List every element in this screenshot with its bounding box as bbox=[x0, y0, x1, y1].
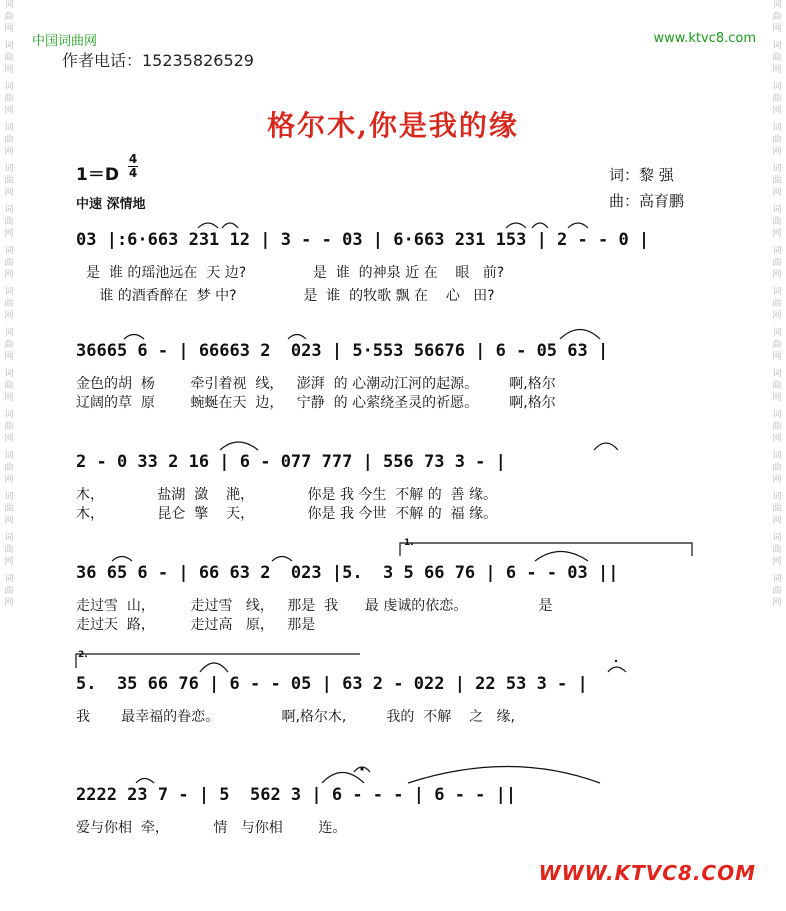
watermark-char: 曲 bbox=[772, 463, 782, 473]
slur bbox=[408, 767, 600, 784]
score-line-3-notes: 2 - 0 33 2 16 | 6 - 077 777 | 556 73 3 - | bbox=[76, 452, 506, 472]
watermark-char: 网 bbox=[4, 311, 14, 321]
watermark-char: 网 bbox=[772, 475, 782, 485]
lyricist: 词：黎 强 bbox=[609, 166, 674, 184]
watermark-char: 词 bbox=[772, 328, 782, 338]
footer-site-logo[interactable]: WWW.KTVC8.COM bbox=[538, 861, 756, 885]
watermark-char: 网 bbox=[4, 270, 14, 280]
score-line-4-lyric-1: 走过雪 山， 走过雪 线， 那是 我 最 虔诚的依恋。 是 bbox=[76, 598, 553, 614]
watermark-char: 网 bbox=[4, 598, 14, 608]
watermark-char: 词 bbox=[4, 164, 14, 174]
slur bbox=[136, 779, 154, 784]
watermark-char: 曲 bbox=[4, 176, 14, 186]
watermark-char: 词 bbox=[772, 574, 782, 584]
slur bbox=[506, 223, 526, 228]
watermark-char: 网 bbox=[772, 311, 782, 321]
slur bbox=[124, 335, 144, 340]
watermark-char: 网 bbox=[4, 106, 14, 116]
watermark-char: 词 bbox=[4, 123, 14, 133]
watermark-char: 网 bbox=[4, 475, 14, 485]
watermark-char: 词 bbox=[4, 533, 14, 543]
watermark-char: 曲 bbox=[772, 586, 782, 596]
watermark-char: 词 bbox=[4, 451, 14, 461]
volta-1-label: 1. bbox=[404, 538, 414, 548]
watermark-char: 词 bbox=[772, 164, 782, 174]
watermark-char: 曲 bbox=[772, 53, 782, 63]
watermark-char: 词 bbox=[4, 0, 14, 10]
watermark-char: 曲 bbox=[4, 258, 14, 268]
score-line-3-lyric-2: 木， 昆仑 擎 天， 你是 我 今世 不解 的 福 缘。 bbox=[76, 506, 498, 522]
watermark-char: 网 bbox=[772, 106, 782, 116]
watermark-char: 词 bbox=[772, 369, 782, 379]
time-sig-bottom: 4 bbox=[128, 166, 138, 180]
score-line-1-lyric-1: 是 谁 的瑶池远在 天 边? 是 谁 的神泉 近 在 眼 前? bbox=[86, 265, 505, 281]
score-line-3-lyric-1: 木， 盐湖 潋 滟， 你是 我 今生 不解 的 善 缘。 bbox=[76, 487, 498, 503]
watermark-char: 网 bbox=[772, 229, 782, 239]
watermark-char: 曲 bbox=[4, 422, 14, 432]
watermark-char: 网 bbox=[772, 352, 782, 362]
watermark-char: 曲 bbox=[4, 340, 14, 350]
watermark-char: 网 bbox=[772, 24, 782, 34]
tempo-marking: 中速 深情地 bbox=[76, 197, 146, 212]
watermark-char: 曲 bbox=[772, 299, 782, 309]
watermark-char: 词 bbox=[772, 533, 782, 543]
watermark-char: 曲 bbox=[4, 217, 14, 227]
watermark-char: 网 bbox=[772, 188, 782, 198]
watermark-char: 网 bbox=[4, 393, 14, 403]
score-line-2-lyric-2: 辽阔的草 原 蜿蜒在天 边， 宁静 的 心萦绕圣灵的祈愿。 啊,格尔 bbox=[76, 395, 556, 411]
watermark-char: 网 bbox=[4, 352, 14, 362]
time-sig-top: 4 bbox=[128, 152, 138, 166]
watermark-char: 网 bbox=[4, 557, 14, 567]
score-line-4-lyric-2: 走过天 路， 走过高 原， 那是 bbox=[76, 617, 316, 633]
watermark-char: 词 bbox=[4, 287, 14, 297]
slur bbox=[112, 557, 132, 562]
watermark-char: 曲 bbox=[4, 94, 14, 104]
watermark-char: 词 bbox=[4, 246, 14, 256]
watermark-char: 词 bbox=[4, 574, 14, 584]
slur bbox=[594, 443, 618, 450]
watermark-char: 曲 bbox=[4, 586, 14, 596]
watermark-char: 网 bbox=[4, 65, 14, 75]
watermark-char: 词 bbox=[772, 451, 782, 461]
score-line-2-notes: 36665 6 - | 66663 2 023 | 5·553 56676 | 6 - 05 63 | bbox=[76, 341, 609, 361]
score-line-6-lyric-1: 爱与你相 牵， 情 与你相 连。 bbox=[76, 820, 347, 836]
watermark-char: 曲 bbox=[772, 381, 782, 391]
song-title: 格尔木,你是我的缘 bbox=[267, 109, 519, 142]
watermark-char: 曲 bbox=[4, 53, 14, 63]
slur bbox=[198, 223, 218, 228]
site-name[interactable]: 中国词曲网 bbox=[32, 34, 98, 49]
watermark-char: 词 bbox=[772, 82, 782, 92]
score-line-1-lyric-2: 谁 的酒香醉在 梦 中? 是 谁 的牧歌 飘 在 心 田? bbox=[86, 288, 495, 304]
watermark-char: 曲 bbox=[772, 135, 782, 145]
watermark-char: 曲 bbox=[4, 504, 14, 514]
watermark-char: 词 bbox=[4, 369, 14, 379]
watermark-char: 词 bbox=[772, 41, 782, 51]
watermark-char: 曲 bbox=[772, 12, 782, 22]
watermark-char: 词 bbox=[772, 492, 782, 502]
score-line-5-lyric-1: 我 最幸福的眷恋。 啊,格尔木, 我的 不解 之 缘, bbox=[76, 709, 515, 725]
watermark-char: 词 bbox=[4, 492, 14, 502]
slur bbox=[608, 667, 626, 672]
watermark-char: 网 bbox=[772, 65, 782, 75]
fermata bbox=[354, 767, 370, 772]
volta-2-bracket bbox=[76, 654, 360, 668]
watermark-char: 网 bbox=[772, 147, 782, 157]
watermark-char: 曲 bbox=[772, 422, 782, 432]
watermark-char: 曲 bbox=[4, 545, 14, 555]
score-line-6-notes: 2222 23 7 - | 5 562 3 | 6 - - - | 6 - - || bbox=[76, 785, 517, 805]
watermark-char: 曲 bbox=[772, 504, 782, 514]
score-line-4-notes: 36 65 6 - | 66 63 2 023 |5. 3 5 66 76 | 6 - - 03 || bbox=[76, 563, 619, 583]
watermark-char: 词 bbox=[4, 41, 14, 51]
watermark-char: 网 bbox=[772, 516, 782, 526]
watermark-char: 词 bbox=[772, 0, 782, 10]
slur bbox=[322, 773, 364, 784]
composer: 曲：高育鹏 bbox=[609, 192, 685, 210]
watermark-char: 曲 bbox=[772, 94, 782, 104]
watermark-char: 网 bbox=[4, 147, 14, 157]
time-signature bbox=[128, 153, 138, 180]
watermark-char: 曲 bbox=[4, 12, 14, 22]
site-url[interactable]: www.ktvc8.com bbox=[653, 31, 756, 46]
watermark-char: 词 bbox=[772, 123, 782, 133]
watermark-char: 词 bbox=[772, 287, 782, 297]
watermark-char: 曲 bbox=[772, 340, 782, 350]
score-line-5-notes: 5. 35 66 76 | 6 - - 05 | 63 2 - 022 | 22 53 3 - | bbox=[76, 674, 588, 694]
watermark-char: 网 bbox=[772, 270, 782, 280]
watermark-char: 网 bbox=[772, 434, 782, 444]
author-phone: 作者电话：15235826529 bbox=[62, 51, 254, 70]
score-line-1-notes: 03 |:6·663 231 12 | 3 - - 03 | 6·663 231 153 | 2 - - 0 | bbox=[76, 230, 650, 250]
slur bbox=[535, 552, 588, 562]
slur bbox=[288, 335, 306, 340]
watermark-char: 词 bbox=[4, 205, 14, 215]
watermark-char: 曲 bbox=[772, 176, 782, 186]
watermark-char: 曲 bbox=[772, 545, 782, 555]
slur bbox=[220, 442, 258, 450]
watermark-char: 曲 bbox=[4, 463, 14, 473]
slur bbox=[222, 223, 238, 228]
volta-1-bracket bbox=[400, 543, 692, 556]
slur bbox=[560, 330, 600, 340]
slur bbox=[272, 557, 292, 562]
watermark-char: 词 bbox=[4, 82, 14, 92]
watermark-char: 词 bbox=[4, 410, 14, 420]
slur bbox=[200, 663, 228, 672]
watermark-char: 网 bbox=[772, 598, 782, 608]
watermark-char: 曲 bbox=[4, 381, 14, 391]
watermark-char: 曲 bbox=[772, 217, 782, 227]
watermark-char: 词 bbox=[772, 205, 782, 215]
watermark-char: 词 bbox=[772, 410, 782, 420]
score-line-2-lyric-1: 金色的胡 杨 牵引着视 线， 澎湃 的 心潮动江河的起源。 啊,格尔 bbox=[76, 376, 556, 392]
watermark-char: 网 bbox=[4, 516, 14, 526]
watermark-char: 网 bbox=[772, 393, 782, 403]
watermark-char: 曲 bbox=[4, 135, 14, 145]
slur bbox=[568, 223, 588, 228]
watermark-char: 网 bbox=[4, 229, 14, 239]
watermark-char: 曲 bbox=[4, 299, 14, 309]
volta-2-label: 2. bbox=[78, 650, 88, 660]
slur bbox=[532, 223, 548, 228]
watermark-char: 曲 bbox=[772, 258, 782, 268]
watermark-char: 网 bbox=[4, 434, 14, 444]
watermark-char: 词 bbox=[772, 246, 782, 256]
watermark-char: 词 bbox=[4, 328, 14, 338]
watermark-char: 网 bbox=[4, 24, 14, 34]
key-signature: 1＝D bbox=[76, 165, 119, 185]
watermark-char: 网 bbox=[772, 557, 782, 567]
watermark-char: 网 bbox=[4, 188, 14, 198]
